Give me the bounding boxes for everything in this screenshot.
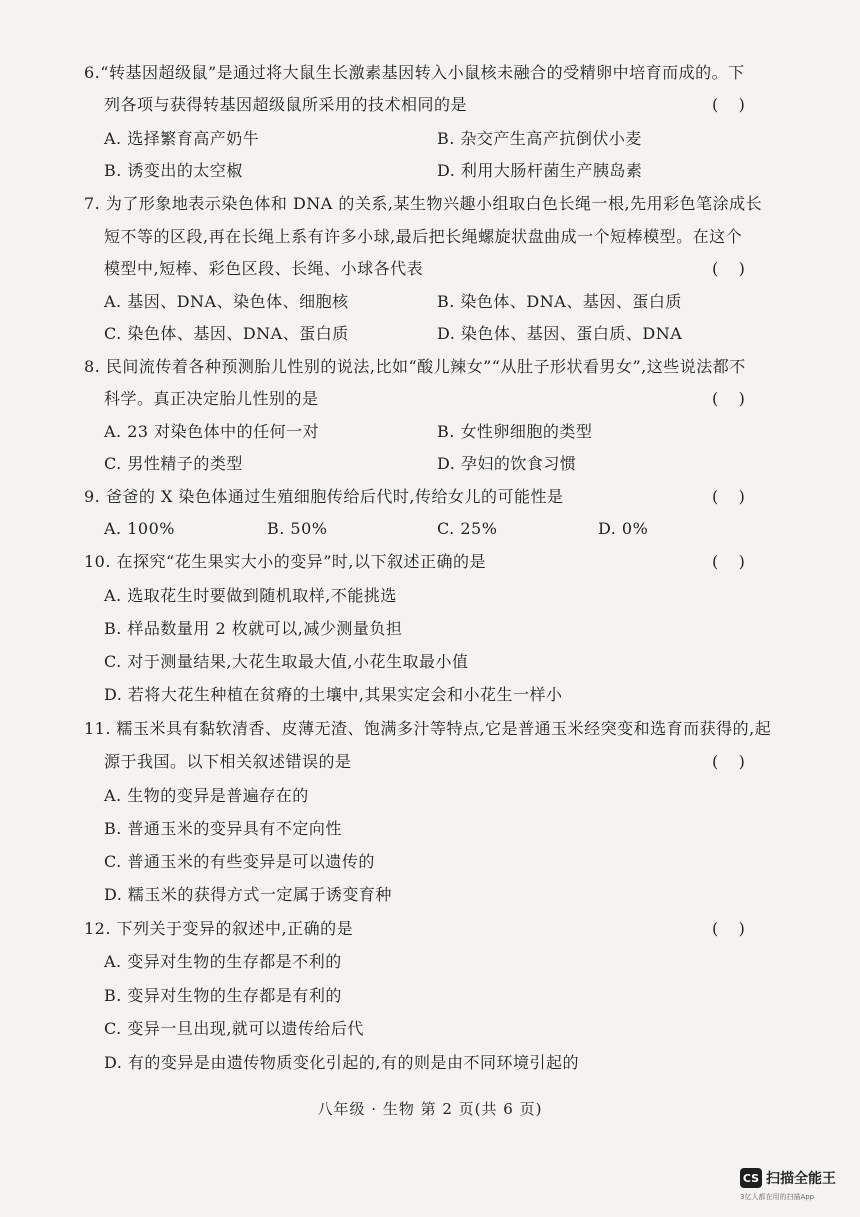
q8-option-d: D. 孕妇的饮食习惯 <box>437 454 577 473</box>
q10-option-b: B. 样品数量用 2 枚就可以,减少测量负担 <box>104 619 403 638</box>
q11-stem-line1: 11. 糯玉米具有黏软清香、皮薄无渣、饱满多汁等特点,它是普通玉米经突变和选育而获得的,起 <box>84 719 772 738</box>
q12-option-a: A. 变异对生物的生存都是不利的 <box>104 952 342 971</box>
scanner-app-name: 扫描全能王 <box>766 1171 836 1187</box>
q7-stem-line3: 模型中,短棒、彩色区段、长绳、小球各代表 <box>104 259 424 278</box>
q8-stem-line1: 8. 民间流传着各种预测胎儿性别的说法,比如“酸儿辣女”“从肚子形状看男女”,这些说法都不 <box>84 357 746 376</box>
scanner-watermark <box>740 1166 836 1190</box>
q12-answer-paren: ( ) <box>712 919 745 938</box>
q6-stem-line2: 列各项与获得转基因超级鼠所采用的技术相同的是 <box>104 95 468 114</box>
q7-option-a: A. 基因、DNA、染色体、细胞核 <box>104 292 349 311</box>
q7-stem-line2: 短不等的区段,再在长绳上系有许多小球,最后把长绳螺旋状盘曲成一个短棒模型。在这个 <box>104 227 743 246</box>
q9-option-a: A. 100% <box>104 519 175 538</box>
q6-answer-paren: ( ) <box>712 95 745 114</box>
q11-option-c: C. 普通玉米的有些变异是可以遗传的 <box>104 852 375 871</box>
q9-option-b: B. 50% <box>267 519 328 538</box>
q8-option-c: C. 男性精子的类型 <box>104 454 243 473</box>
q7-option-b: B. 染色体、DNA、基因、蛋白质 <box>437 292 682 311</box>
q11-option-b: B. 普通玉米的变异具有不定向性 <box>104 819 342 838</box>
q11-stem-line2: 源于我国。以下相关叙述错误的是 <box>104 752 352 771</box>
q12-option-d: D. 有的变异是由遗传物质变化引起的,有的则是由不同环境引起的 <box>104 1053 580 1072</box>
q10-stem-line1: 10. 在探究“花生果实大小的变异”时,以下叙述正确的是 <box>84 552 486 571</box>
q6-option-a: A. 选择繁育高产奶牛 <box>104 129 260 148</box>
q10-option-d: D. 若将大花生种植在贫瘠的土壤中,其果实定会和小花生一样小 <box>104 685 563 704</box>
q9-stem-line1: 9. 爸爸的 X 染色体通过生殖细胞传给后代时,传给女儿的可能性是 <box>84 487 564 506</box>
q12-stem-line1: 12. 下列关于变异的叙述中,正确的是 <box>84 919 354 938</box>
q7-option-c: C. 染色体、基因、DNA、蛋白质 <box>104 324 349 343</box>
q10-option-a: A. 选取花生时要做到随机取样,不能挑选 <box>104 586 397 605</box>
q7-stem-line1: 7. 为了形象地表示染色体和 DNA 的关系,某生物兴趣小组取白色长绳一根,先用彩色笔涂成长 <box>84 194 763 213</box>
q10-option-c: C. 对于测量结果,大花生取最大值,小花生取最小值 <box>104 652 469 671</box>
q7-option-d: D. 染色体、基因、蛋白质、DNA <box>437 324 683 343</box>
q8-answer-paren: ( ) <box>712 389 745 408</box>
q7-answer-paren: ( ) <box>712 259 745 278</box>
camscanner-logo-icon: CS <box>740 1168 762 1188</box>
scanner-tagline: 3亿人都在用的扫描App <box>740 1193 815 1201</box>
q8-option-b: B. 女性卵细胞的类型 <box>437 422 593 441</box>
q8-option-a: A. 23 对染色体中的任何一对 <box>104 422 320 441</box>
q6-option-d: D. 利用大肠杆菌生产胰岛素 <box>437 161 643 180</box>
q6-option-b: B. 杂交产生高产抗倒伏小麦 <box>437 129 642 148</box>
q11-option-a: A. 生物的变异是普遍存在的 <box>104 786 309 805</box>
q6-option-c: B. 诱变出的太空椒 <box>104 161 243 180</box>
q11-answer-paren: ( ) <box>712 752 745 771</box>
q8-stem-line2: 科学。真正决定胎儿性别的是 <box>104 389 319 408</box>
q12-option-b: B. 变异对生物的生存都是有利的 <box>104 986 342 1005</box>
q10-answer-paren: ( ) <box>712 552 745 571</box>
page-footer: 八年级 · 生物 第 2 页(共 6 页) <box>317 1100 543 1118</box>
q9-option-c: C. 25% <box>437 519 498 538</box>
q9-option-d: D. 0% <box>598 519 649 538</box>
q6-stem-line1: 6.“转基因超级鼠”是通过将大鼠生长激素基因转入小鼠核未融合的受精卵中培育而成的。下 <box>84 63 745 82</box>
q11-option-d: D. 糯玉米的获得方式一定属于诱变育种 <box>104 885 392 904</box>
q9-answer-paren: ( ) <box>712 487 745 506</box>
q12-option-c: C. 变异一旦出现,就可以遗传给后代 <box>104 1019 364 1038</box>
